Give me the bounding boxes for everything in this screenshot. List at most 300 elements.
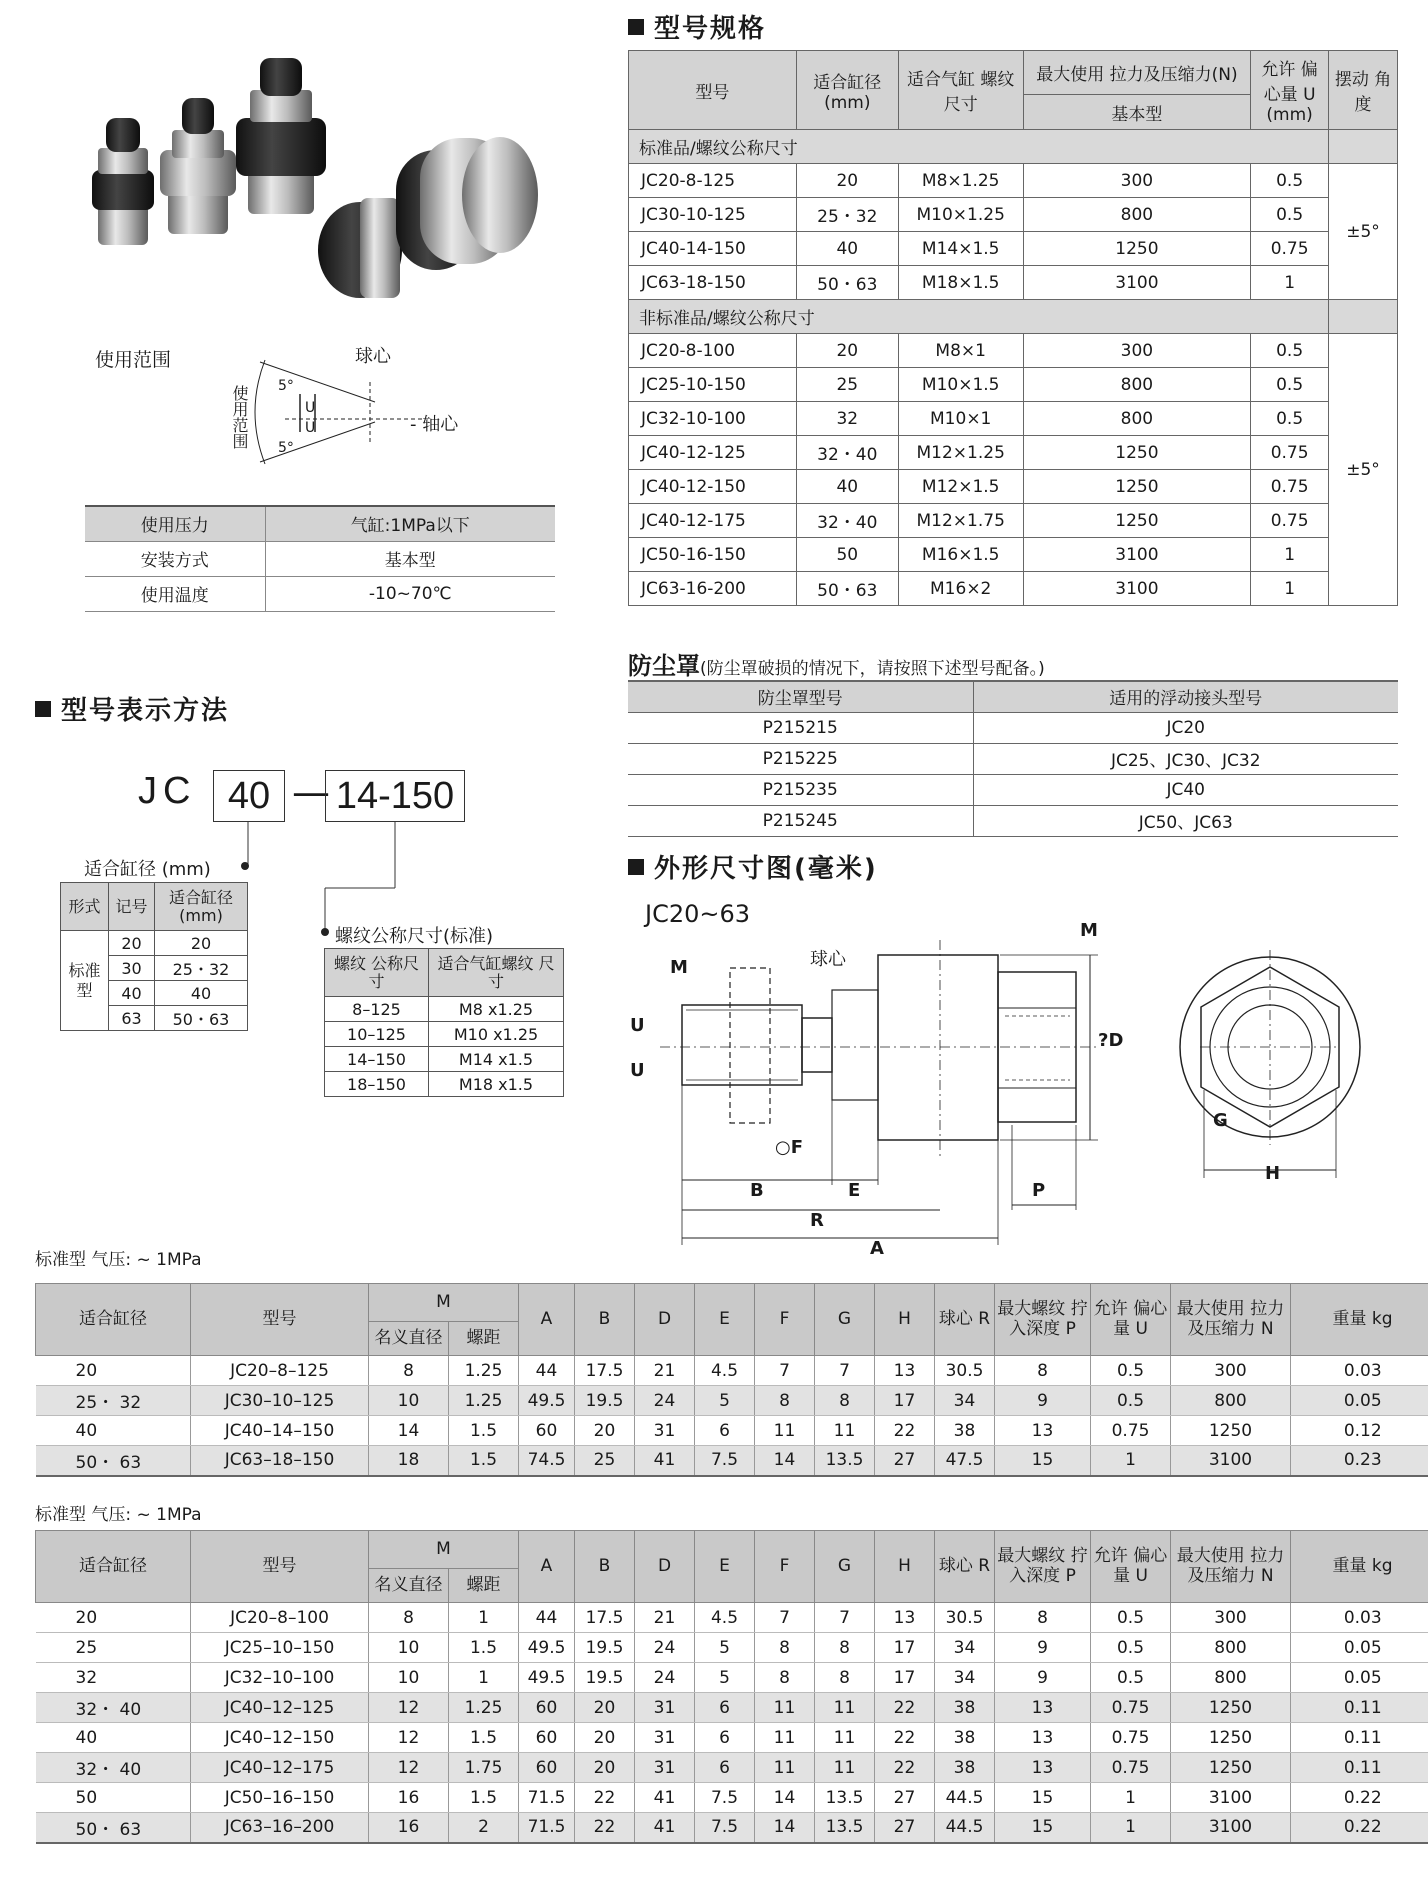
dims-g: 7 [815,1356,875,1386]
dims-m-dia: 18 [369,1446,449,1476]
thread-code: 18–150 [325,1072,429,1097]
thread-code-row [325,1072,564,1097]
dims-u: 0.75 [1091,1693,1171,1723]
dims-table-1 [35,1283,1428,1477]
dims-n: 300 [1171,1356,1291,1386]
drawing-ball: 球心 [810,949,846,970]
spec-bore: 32・40 [796,436,898,470]
d1-h-a: A [519,1284,575,1356]
dims-p: 15 [995,1783,1091,1813]
dims-m-dia: 14 [369,1416,449,1446]
dims-d: 21 [635,1603,695,1633]
d2-h-h: H [875,1531,935,1603]
thread-h-cyl: 适合气缸螺纹 尺寸 [429,949,564,997]
spec-group-label: 标准品/螺纹公称尺寸 [629,130,1329,164]
d2-h-a: A [519,1531,575,1603]
dims-d: 21 [635,1356,695,1386]
dims-model: JC50–16–150 [191,1783,369,1813]
dims-a: 60 [519,1416,575,1446]
spec-bore: 20 [796,334,898,368]
dims-p: 9 [995,1386,1091,1416]
spec-thread: M12×1.5 [898,470,1023,504]
dims-r: 30.5 [935,1356,995,1386]
dims-f: 8 [755,1386,815,1416]
dims-h: 27 [875,1446,935,1476]
dims-h: 13 [875,1356,935,1386]
dust-model: P215245 [628,805,973,836]
spec-h-bore: 适合缸径 (mm) [796,51,898,130]
dims-p: 9 [995,1663,1091,1693]
bore-code: 20 [109,931,155,956]
spec-ecc: 0.75 [1251,504,1329,538]
dims-f: 7 [755,1356,815,1386]
u-label-2: U [305,420,316,436]
dims-h: 17 [875,1663,935,1693]
spec-section-title [628,8,766,45]
spec-bore: 20 [796,164,898,198]
dims-b: 17.5 [575,1356,635,1386]
dims-kg: 0.23 [1291,1446,1428,1476]
thread-value: M10 x1.25 [429,1022,564,1047]
dims-d: 31 [635,1723,695,1753]
dims-r: 38 [935,1693,995,1723]
dims-p: 15 [995,1813,1091,1843]
dims-b: 17.5 [575,1603,635,1633]
dims-m-dia: 12 [369,1753,449,1783]
spec-table [628,50,1398,606]
dust-joint: JC40 [973,774,1398,805]
dims-bore: 50・ 63 [36,1446,191,1476]
dims-e: 6 [695,1693,755,1723]
dims-r: 30.5 [935,1603,995,1633]
spec-group-blank [1329,130,1398,164]
dims-d: 41 [635,1813,695,1843]
spec-thread: M8×1.25 [898,164,1023,198]
d2-h-n: 最大使用 拉力及压缩力 N [1171,1531,1291,1603]
condition-value: -10~70℃ [265,576,555,611]
dims-u: 1 [1091,1813,1171,1843]
dims-bore: 32・ 40 [36,1753,191,1783]
dims-f: 8 [755,1633,815,1663]
u-label-1: U [305,400,316,416]
dust-cover-title: 防尘罩 [628,652,700,680]
spec-thread: M8×1 [898,334,1023,368]
spec-force: 800 [1023,198,1251,232]
dims-n: 3100 [1171,1813,1291,1843]
dims-bore: 20 [36,1603,191,1633]
spec-thread: M12×1.75 [898,504,1023,538]
dims-h: 22 [875,1723,935,1753]
dims-a: 60 [519,1693,575,1723]
dims-m-pitch: 1.5 [449,1446,519,1476]
spec-swing: ±5° [1329,334,1398,606]
dims-u: 0.5 [1091,1356,1171,1386]
dims-model: JC25–10–150 [191,1633,369,1663]
dims-m-dia: 12 [369,1693,449,1723]
dims-row [36,1416,1428,1446]
spec-model: JC50-16-150 [629,538,797,572]
code-box-thread: 14-150 [325,770,465,822]
dims-kg: 0.05 [1291,1633,1428,1663]
dims-bore: 25・ 32 [36,1386,191,1416]
dims-e: 6 [695,1723,755,1753]
spec-row [629,436,1398,470]
dims-g: 8 [815,1663,875,1693]
dims-b: 22 [575,1813,635,1843]
dims-g: 11 [815,1693,875,1723]
dust-row [628,774,1398,805]
dims-u: 0.75 [1091,1723,1171,1753]
spec-force: 3100 [1023,538,1251,572]
dust-cover-heading [628,646,1045,681]
d2-h-b: B [575,1531,635,1603]
dims-model: JC40–12–150 [191,1723,369,1753]
dims-section-title [628,848,878,885]
dims-row [36,1693,1428,1723]
dims-f: 11 [755,1723,815,1753]
dims-r: 47.5 [935,1446,995,1476]
dims-p: 8 [995,1356,1091,1386]
dims-b: 19.5 [575,1386,635,1416]
drawing-m-right: M [1080,920,1098,941]
d2-h-mdia: 名义直径 [369,1569,449,1603]
spec-model: JC30-10-125 [629,198,797,232]
spec-row [629,470,1398,504]
drawing-series-label: JC20~63 [645,900,751,928]
bore-value: 50・63 [155,1006,248,1031]
spec-ecc: 0.5 [1251,368,1329,402]
dims-n: 800 [1171,1633,1291,1663]
spec-group-label: 非标准品/螺纹公称尺寸 [629,300,1329,334]
dims-m-pitch: 1.75 [449,1753,519,1783]
dims-g: 13.5 [815,1813,875,1843]
dims-model: JC40–14–150 [191,1416,369,1446]
spec-ecc: 1 [1251,538,1329,572]
spec-bore: 25 [796,368,898,402]
dims-r: 34 [935,1663,995,1693]
spec-model: JC40-12-125 [629,436,797,470]
dust-model: P215215 [628,712,973,743]
dims-row [36,1663,1428,1693]
d2-h-bore: 适合缸径 [36,1531,191,1603]
d2-h-model: 型号 [191,1531,369,1603]
spec-force: 1250 [1023,232,1251,266]
dims-h: 22 [875,1693,935,1723]
d1-h-g: G [815,1284,875,1356]
d1-h-n: 最大使用 拉力及压缩力 N [1171,1284,1291,1356]
dims-a: 44 [519,1356,575,1386]
dims-g: 8 [815,1386,875,1416]
dims-kg: 0.05 [1291,1663,1428,1693]
spec-row [629,164,1398,198]
dims-e: 7.5 [695,1783,755,1813]
spec-h-model: 型号 [629,51,797,130]
dims-b: 20 [575,1416,635,1446]
dims-model: JC63–16–200 [191,1813,369,1843]
dims-row [36,1603,1428,1633]
dims-kg: 0.12 [1291,1416,1428,1446]
spec-thread: M18×1.5 [898,266,1023,300]
dims-n: 3100 [1171,1446,1291,1476]
dims-m-pitch: 1 [449,1663,519,1693]
thread-code: 10–125 [325,1022,429,1047]
spec-model: JC40-12-150 [629,470,797,504]
d1-h-m: M [369,1284,519,1322]
dims-n: 300 [1171,1603,1291,1633]
spec-bore: 50・63 [796,266,898,300]
dims-b: 20 [575,1723,635,1753]
spec-row [629,504,1398,538]
dims-n: 800 [1171,1386,1291,1416]
dims-bore: 50 [36,1783,191,1813]
condition-value: 气缸:1MPa以下 [265,506,555,541]
spec-bore: 50 [796,538,898,572]
dims-e: 4.5 [695,1603,755,1633]
bore-value: 40 [155,981,248,1006]
d2-h-m: M [369,1531,519,1569]
section-square-icon [628,19,644,35]
thread-code: 14–150 [325,1047,429,1072]
dims-m-pitch: 1.25 [449,1356,519,1386]
usage-range-title: 使用范围 [95,349,172,371]
dims-kg: 0.11 [1291,1693,1428,1723]
spec-row [629,402,1398,436]
spec-group-row [629,300,1398,334]
dims-a: 49.5 [519,1386,575,1416]
spec-thread: M16×1.5 [898,538,1023,572]
bore-code-table [60,882,248,1031]
dims-d: 41 [635,1783,695,1813]
dims-e: 7.5 [695,1813,755,1843]
drawing-r: R [810,1210,824,1231]
spec-bore: 25・32 [796,198,898,232]
dims-row [36,1633,1428,1663]
spec-model: JC32-10-100 [629,402,797,436]
spec-bore: 40 [796,470,898,504]
dims-m-pitch: 1.5 [449,1416,519,1446]
dims-e: 6 [695,1416,755,1446]
spec-thread: M10×1 [898,402,1023,436]
dims-r: 34 [935,1386,995,1416]
angle-top-label: 5° [278,378,294,394]
spec-row [629,368,1398,402]
dims-u: 0.5 [1091,1386,1171,1416]
dims-row [36,1386,1428,1416]
dims-a: 71.5 [519,1783,575,1813]
dims-kg: 0.11 [1291,1753,1428,1783]
d2-h-f: F [755,1531,815,1603]
code-box-bore: 40 [213,770,285,822]
dims-g: 13.5 [815,1446,875,1476]
dims-a: 44 [519,1603,575,1633]
dims-table2-caption: 标准型 气压: ~ 1MPa [35,1505,202,1525]
spec-bore: 50・63 [796,572,898,606]
dims-b: 19.5 [575,1633,635,1663]
d2-h-mpitch: 螺距 [449,1569,519,1603]
dims-kg: 0.11 [1291,1723,1428,1753]
dust-joint: JC50、JC63 [973,805,1398,836]
dust-row [628,805,1398,836]
thread-code-row [325,1022,564,1047]
dims-b: 20 [575,1693,635,1723]
dims-h: 17 [875,1386,935,1416]
drawing-d: ?D [1098,1030,1124,1051]
dims-bore: 40 [36,1416,191,1446]
spec-force: 3100 [1023,572,1251,606]
dust-h-joint: 适用的浮动接头型号 [973,681,1398,712]
bore-code: 30 [109,956,155,981]
d1-h-e: E [695,1284,755,1356]
dims-f: 14 [755,1446,815,1476]
dims-e: 5 [695,1633,755,1663]
dims-m-dia: 10 [369,1633,449,1663]
spec-ecc: 0.5 [1251,198,1329,232]
dims-a: 49.5 [519,1663,575,1693]
code-dash: — [292,770,330,814]
dims-u: 0.5 [1091,1603,1171,1633]
dims-p: 15 [995,1446,1091,1476]
spec-h-force: 最大使用 拉力及压缩力(N) [1023,51,1251,95]
dims-bore: 32・ 40 [36,1693,191,1723]
spec-thread: M12×1.25 [898,436,1023,470]
d2-h-u: 允许 偏心量 U [1091,1531,1171,1603]
bore-value: 25・32 [155,956,248,981]
dust-model: P215235 [628,774,973,805]
spec-ecc: 0.75 [1251,436,1329,470]
dims-m-dia: 8 [369,1356,449,1386]
dims-p: 8 [995,1603,1091,1633]
spec-thread: M14×1.5 [898,232,1023,266]
dims-model: JC20–8–125 [191,1356,369,1386]
spec-force: 800 [1023,402,1251,436]
spec-force: 300 [1023,334,1251,368]
dims-bore: 32 [36,1663,191,1693]
spec-ecc: 0.5 [1251,334,1329,368]
dims-r: 38 [935,1416,995,1446]
dims-m-pitch: 1.25 [449,1693,519,1723]
section-square-icon [628,859,644,875]
dims-a: 71.5 [519,1813,575,1843]
dims-g: 11 [815,1416,875,1446]
bore-code: 40 [109,981,155,1006]
dims-d: 31 [635,1416,695,1446]
dims-n: 800 [1171,1663,1291,1693]
d2-h-r: 球心 R [935,1531,995,1603]
axis-center-text: 轴心 [422,414,459,435]
dims-kg: 0.05 [1291,1386,1428,1416]
dims-m-dia: 8 [369,1603,449,1633]
drawing-h: H [1265,1163,1281,1184]
thread-value: M14 x1.5 [429,1047,564,1072]
bore-label: 适合缸径 (mm) [84,859,211,880]
dims-a: 49.5 [519,1633,575,1663]
dims-a: 60 [519,1753,575,1783]
dims-h: 22 [875,1416,935,1446]
dims-b: 25 [575,1446,635,1476]
dims-d: 24 [635,1386,695,1416]
dims-title-text: 外形尺寸图(毫米) [654,854,878,884]
dims-b: 20 [575,1753,635,1783]
dims-p: 13 [995,1693,1091,1723]
spec-force: 300 [1023,164,1251,198]
dims-r: 38 [935,1753,995,1783]
dims-kg: 0.03 [1291,1356,1428,1386]
thread-value: M18 x1.5 [429,1072,564,1097]
ball-center-label: 球心 [355,346,391,367]
d1-h-b: B [575,1284,635,1356]
dims-e: 4.5 [695,1356,755,1386]
dims-bore: 25 [36,1633,191,1663]
spec-model: JC63-16-200 [629,572,797,606]
d1-h-mdia: 名义直径 [369,1322,449,1356]
dims-row [36,1753,1428,1783]
spec-title-text: 型号规格 [654,14,767,44]
dims-a: 60 [519,1723,575,1753]
dims-r: 34 [935,1633,995,1663]
dims-kg: 0.22 [1291,1813,1428,1843]
dust-model: P215225 [628,743,973,774]
spec-row [629,572,1398,606]
designation-leaders [0,0,600,960]
drawing-m-left: M [670,957,688,978]
condition-item: 安装方式 [85,541,265,576]
spec-ecc: 1 [1251,266,1329,300]
thread-code-table [324,948,564,1097]
drawing-u-bottom: U [630,1060,645,1081]
dims-m-pitch: 1.5 [449,1783,519,1813]
spec-model: JC40-14-150 [629,232,797,266]
d2-h-kg: 重量 kg [1291,1531,1428,1603]
dims-u: 0.5 [1091,1633,1171,1663]
d1-h-p: 最大螺纹 拧入深度 P [995,1284,1091,1356]
dims-m-pitch: 2 [449,1813,519,1843]
spec-row [629,232,1398,266]
dims-bore: 20 [36,1356,191,1386]
spec-force: 1250 [1023,436,1251,470]
dims-u: 1 [1091,1783,1171,1813]
thread-value: M8 x1.25 [429,997,564,1022]
d1-h-model: 型号 [191,1284,369,1356]
d2-h-g: G [815,1531,875,1603]
d2-h-d: D [635,1531,695,1603]
dims-d: 41 [635,1446,695,1476]
dims-h: 17 [875,1633,935,1663]
dims-d: 24 [635,1663,695,1693]
spec-force: 1250 [1023,504,1251,538]
dims-a: 74.5 [519,1446,575,1476]
spec-force: 1250 [1023,470,1251,504]
dims-f: 11 [755,1753,815,1783]
spec-force: 3100 [1023,266,1251,300]
drawing-b: B [750,1180,764,1201]
dims-m-pitch: 1.5 [449,1633,519,1663]
dust-joint: JC20 [973,712,1398,743]
spec-model: JC20-8-125 [629,164,797,198]
dims-g: 7 [815,1603,875,1633]
thread-code-row [325,997,564,1022]
spec-h-force-sub: 基本型 [1023,95,1251,130]
condition-item: 使用压力 [85,506,265,541]
drawing-e: E [848,1180,861,1201]
dims-h: 27 [875,1783,935,1813]
drawing-a: A [870,1238,884,1259]
d2-h-e: E [695,1531,755,1603]
dims-g: 11 [815,1723,875,1753]
dims-table-2 [35,1530,1428,1844]
dims-f: 7 [755,1603,815,1633]
spec-ecc: 0.5 [1251,402,1329,436]
thread-label: 螺纹公称尺寸(标准) [335,926,494,947]
